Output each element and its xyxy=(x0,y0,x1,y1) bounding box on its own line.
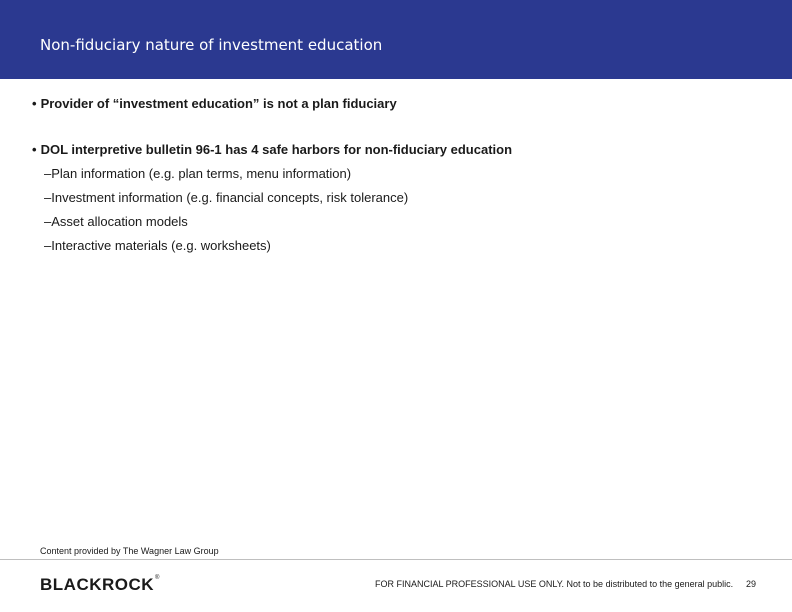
sub-bullet-marker: – xyxy=(44,166,52,181)
sub-bullet-text: Investment information (e.g. financial concepts, risk tolerance) xyxy=(51,190,409,205)
bullet-marker: • xyxy=(32,142,37,157)
sub-bullet-text: Interactive materials (e.g. worksheets) xyxy=(51,238,271,253)
header-bar xyxy=(0,0,792,79)
page-number: 29 xyxy=(746,579,757,589)
bullet-text: Provider of “investment education” is not a plan fiduciary xyxy=(40,96,397,111)
sub-bullet-marker: – xyxy=(44,190,52,205)
blackrock-logo xyxy=(40,575,160,595)
content-credit: Content provided by The Wagner Law Group xyxy=(40,546,219,556)
bullet-item xyxy=(32,142,752,158)
sub-bullet-marker: – xyxy=(44,214,52,229)
footer-divider xyxy=(0,559,792,560)
bullet-marker: • xyxy=(32,96,37,111)
page-title: Non-fiduciary nature of investment education xyxy=(40,36,383,54)
footer-disclaimer: FOR FINANCIAL PROFESSIONAL USE ONLY. Not to be distributed to the general public. xyxy=(375,579,734,589)
bullet-text: DOL interpretive bulletin 96-1 has 4 safe harbors for non-fiduciary education xyxy=(40,142,513,157)
sub-bullet-item xyxy=(32,190,752,206)
sub-bullet-marker: – xyxy=(44,238,52,253)
slide-content xyxy=(32,96,752,262)
bullet-item xyxy=(32,96,752,112)
sub-bullet-item xyxy=(32,214,752,230)
sub-bullet-item xyxy=(32,166,752,182)
sub-bullet-item xyxy=(32,238,752,254)
sub-bullet-text: Plan information (e.g. plan terms, menu information) xyxy=(51,166,352,181)
sub-bullet-text: Asset allocation models xyxy=(51,214,188,229)
logo-text: BLACKROCK xyxy=(40,575,155,594)
registered-mark: ® xyxy=(155,575,160,581)
